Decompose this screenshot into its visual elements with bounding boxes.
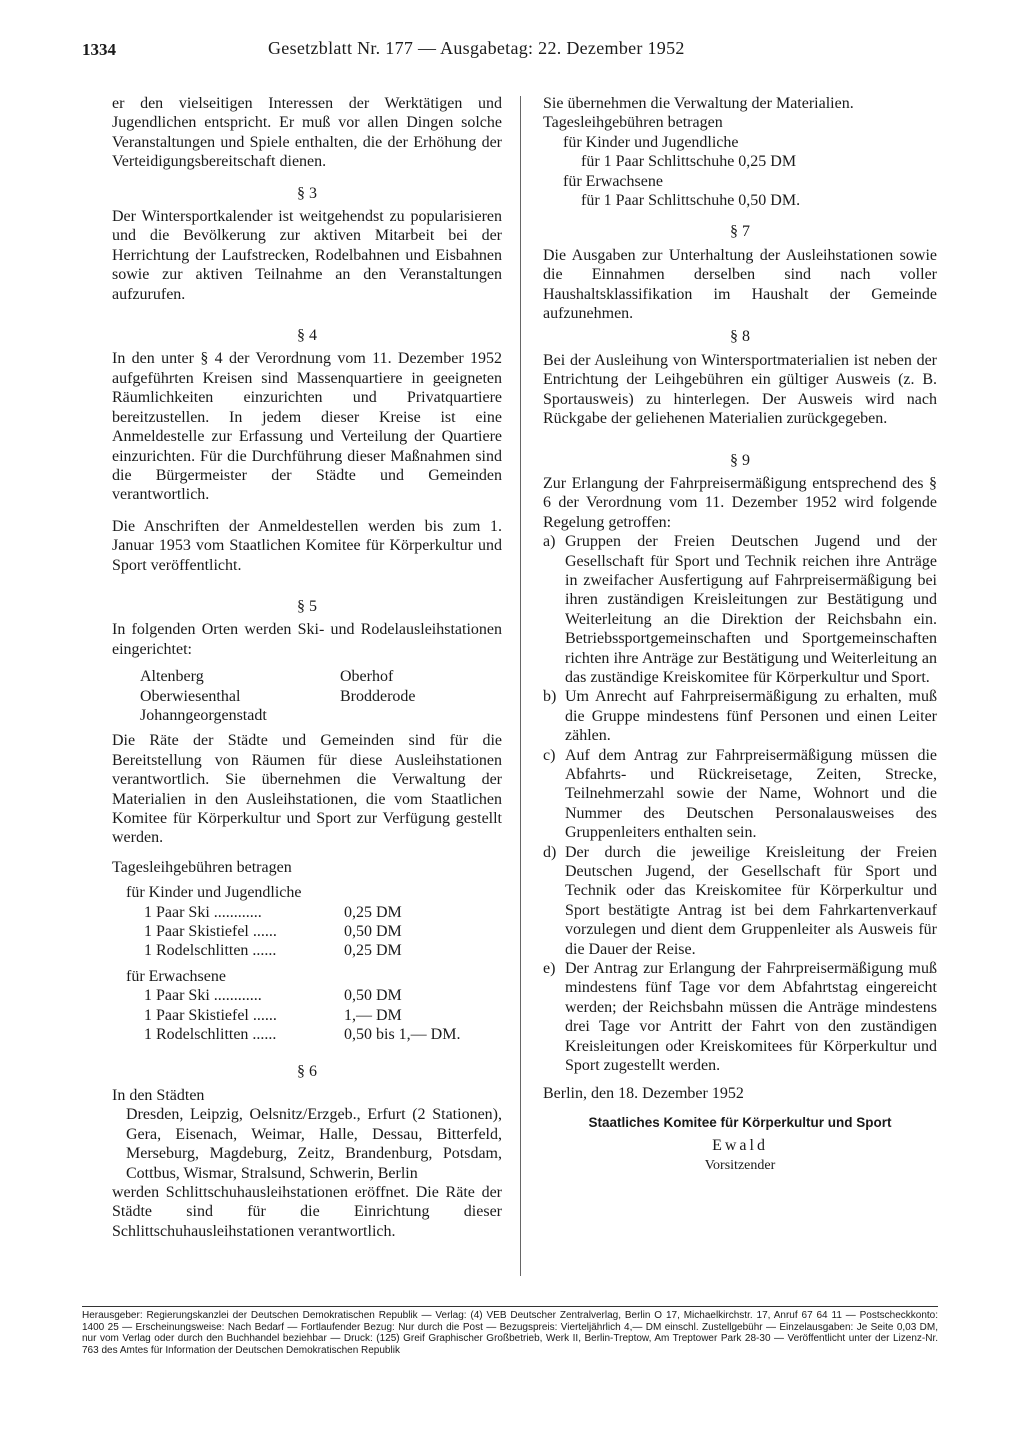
left-column [112, 94, 502, 1241]
section-7-heading: § 7 [730, 223, 750, 241]
skate-fees-children-label: für Kinder und Jugendliche [563, 133, 739, 151]
section-4-heading: § 4 [297, 327, 317, 345]
fees-title: Tagesleihgebühren betragen [112, 858, 292, 876]
fees-children-label: für Kinder und Jugendliche [126, 884, 302, 902]
fee-item: 1 Paar Skistiefel ...... [144, 923, 277, 941]
town-list [140, 667, 502, 725]
section-7-text: Die Ausgaben zur Unterhaltung der Ausleihstationen sowie die Einnahmen derselben sind nach voller Haushaltsklassifikation im Haushalt der Gemeinde aufzunehmen. [543, 246, 937, 323]
fee-row [144, 1006, 502, 1025]
list-item-label: b) [543, 688, 557, 706]
fee-item: 1 Rodelschlitten ...... [144, 1026, 277, 1044]
list-item-label: e) [543, 960, 556, 978]
fee-row [144, 903, 502, 922]
section-3-text: Der Wintersportkalender ist weitgehendst zu popularisieren und die Bevölkerung zur aktiven Mitarbeit bei der Herrichtung der Laufstrecken, Rodelbahnen und Eisbahnen sowie zur aktiven Teilnahme an den Veranstaltungen aufzurufen. [112, 208, 502, 303]
fee-amount: 0,25 DM [344, 942, 402, 960]
list-item-label: d) [543, 843, 557, 861]
section-6-cities: Dresden, Leipzig, Oelsnitz/Erzgeb., Erfurt (2 Stationen), Gera, Eisenach, Weimar, Halle, Dessau, Bitterfeld, Merseburg, Magdeburg, Zeitz, Brandenburg, Potsdam, Cottbus, Wismar, Stralsund, Schwerin, Berlin [126, 1106, 502, 1182]
list-item-text: Der Antrag zur Erlangung der Fahrpreisermäßigung muß mindestens fünf Tage vor dem Abfahrtstag eingereicht werden; der Reichsbahn müssen die Anträge mindestens drei Tage vor Antritt der Fahrt von den zuständigen Kreisleitungen oder Kreiskomitees für Körperkultur und Sport zugestellt werden. [565, 960, 937, 1075]
page-number: 1334 [82, 40, 116, 59]
town-item: Oberhof [340, 668, 394, 686]
fee-item: 1 Paar Ski ............ [144, 903, 262, 921]
fee-item: 1 Paar Skistiefel ...... [144, 1006, 277, 1024]
list-item-text: Gruppen der Freien Deutschen Jugend und der Gesellschaft für Sport und Technik reichen ihre Anträge in zweifacher Ausfertigung auf Fahrpreisermäßigung bei ihren zuständigen Kreisleitungen zur Bestätigung und Weiterleitung an die Direktion der Reichsbahn ein. Betriebssportgemeinschaften und Sportgemeinschaften richten ihre Anträge zur Bestätigung und Weiterleitung an das zuständige Kreiskomitee für Körperkultur und Sport. [565, 533, 937, 686]
town-item: Altenberg [140, 668, 204, 686]
fee-amount: 0,50 DM [344, 987, 402, 1005]
continuation-text: Sie übernehmen die Verwaltung der Materialien. [543, 95, 854, 112]
section-8-heading: § 8 [730, 328, 750, 346]
list-item-label: c) [543, 746, 556, 764]
list-item [543, 959, 937, 1075]
place-date: Berlin, den 18. Dezember 1952 [543, 1084, 744, 1102]
skate-fee-adults: für 1 Paar Schlittschuhe 0,50 DM. [581, 192, 801, 210]
list-item-label: a) [543, 533, 556, 551]
column-divider [520, 96, 521, 1276]
section-5-heading: § 5 [297, 597, 317, 615]
fees-children [126, 883, 502, 961]
section-6-intro: In den Städten [112, 1086, 205, 1104]
fee-amount: 0,50 DM [344, 923, 402, 941]
skate-fees [563, 133, 937, 211]
town-item [340, 706, 500, 725]
list-item [543, 746, 937, 843]
fee-row [144, 922, 502, 941]
imprint: Herausgeber: Regierungskanzlei der Deutschen Demokratischen Republik — Verlag: (4) VEB Deutscher Zentralverlag, Berlin O 17, Michaelkirchstr. 17, Anruf 67 64 11 — Postscheckkonto: 1400 25 — Erscheinungsweise: Nach Bedarf — Fortlaufender Bezug: Nur durch die Post — Bezugspreis: Vierteljährlich 4,— DM einschl. Zustellgebühr — Einzelausgaben: Je Seite 0,03 DM, nur vom Verlag oder durch den Buchhandel beziehbar — Druck: (125) Greif Graphischer Großbetrieb, Werk II, Berlin-Treptow, Am Treptower Park 28-30 — Veröffentlicht unter der Lizenz-Nr. 763 des Amtes für Information der Deutschen Demokratischen Republik [82, 1310, 938, 1356]
signature-organization: Staatliches Komitee für Körperkultur und Sport [588, 1114, 892, 1130]
fees-adults-label: für Erwachsene [126, 967, 226, 985]
fee-amount: 0,25 DM [344, 903, 402, 921]
section-9-heading: § 9 [730, 451, 750, 469]
section-6-heading: § 6 [297, 1063, 317, 1081]
fees-adults [126, 967, 502, 1045]
fee-amount: 0,50 bis 1,— DM. [344, 1026, 461, 1044]
section-9-text: Zur Erlangung der Fahrpreisermäßigung entsprechend des § 6 der Verordnung vom 11. Dezember 1952 wird folgende Regelung getroffen: [543, 474, 937, 531]
running-head: Gesetzblatt Nr. 177 — Ausgabetag: 22. Dezember 1952 [268, 38, 685, 58]
section-4-text-2: Die Anschriften der Anmeldestellen werden bis zum 1. Januar 1953 vom Staatlichen Komitee für Körperkultur und Sport veröffentlicht. [112, 517, 502, 574]
list-item-text: Auf dem Antrag zur Fahrpreisermäßigung müssen die Abfahrts- und Rückreisetage, Zeiten, Strecke, Teilnehmerzahl sowie der Name, Wohnort und die Nummer des Deutschen Personalausweises des Gruppenleiters enthalten sein. [565, 746, 937, 842]
list-item [543, 687, 937, 745]
intro-paragraph: er den vielseitigen Interessen der Werktätigen und Jugendlichen entspricht. Er muß vor allen Dingen solche Veranstaltungen und Spiele enthalten, die der Erhöhung der Verteidigungsbereitschaft dienen. [112, 95, 502, 171]
fee-amount: 1,— DM [344, 1006, 402, 1024]
fee-row [144, 1025, 502, 1044]
skate-fee-children: für 1 Paar Schlittschuhe 0,25 DM [581, 153, 797, 171]
signature-name: Ewald [712, 1137, 768, 1155]
fee-row [144, 941, 502, 960]
list-item-text: Um Anrecht auf Fahrpreisermäßigung zu erhalten, muß die Gruppe mindestens fünf Personen und einen Leiter zählen. [565, 688, 937, 745]
skate-fees-title: Tagesleihgebühren betragen [543, 114, 723, 132]
fee-item: 1 Rodelschlitten ...... [144, 942, 277, 960]
skate-fees-adults-label: für Erwachsene [563, 172, 663, 190]
section-5-text: In folgenden Orten werden Ski- und Rodelausleihstationen eingerichtet: [112, 621, 502, 658]
town-item: Johanngeorgenstadt [140, 706, 267, 724]
list-item [543, 843, 937, 959]
fee-item: 1 Paar Ski ............ [144, 987, 262, 1005]
section-6-text: werden Schlittschuhausleihstationen eröffnet. Die Räte der Städte sind für die Einrichtung dieser Schlittschuhausleihstationen verantwortlich. [112, 1183, 502, 1240]
fee-row [144, 986, 502, 1005]
list-item-text: Der durch die jeweilige Kreisleitung der Freien Deutschen Jugend, der Gesellschaft für Sport und Technik oder das Kreiskomitee für Körperkultur und Sport bestätigte Antrag ist bei dem Fahrkartenverkauf vorzulegen und dient dem Gruppenleiter als Ausweis für die Dauer der Reise. [565, 843, 937, 958]
town-item: Brodderode [340, 687, 416, 705]
signature-role: Vorsitzender [704, 1157, 776, 1173]
footer-rule [82, 1306, 938, 1307]
list-item [543, 532, 937, 687]
section-5-text-2: Die Räte der Städte und Gemeinden sind für die Bereitstellung von Räumen für diese Ausleihstationen verantwortlich. Sie übernehmen die Verwaltung der Materialien in den Ausleihstationen, die vom Staatlichen Komitee für Körperkultur und Sport zur Verfügung gestellt werden. [112, 732, 502, 847]
section-4-text: In den unter § 4 der Verordnung vom 11. Dezember 1952 aufgeführten Kreisen sind Massenquartiere in geeigneten Räumlichkeiten einzurichten und Privatquartiere bereitzustellen. In jedem dieser Kreise ist eine Anmeldestelle zur Erfassung und Verteilung der Quartiere einzurichten. Für die Durchführung dieser Maßnahmen sind die Bürgermeister der Städte und Gemeinden verantwortlich. [112, 350, 502, 504]
section-8-text: Bei der Ausleihung von Wintersportmaterialien ist neben der Entrichtung der Leihgebühren ein gültiger Ausweis (z. B. Sportausweis) zu hinterlegen. Der Ausweis wird nach Rückgabe der geliehenen Materialien zurückgegeben. [543, 351, 937, 428]
town-item: Oberwiesenthal [140, 687, 241, 705]
section-3-heading: § 3 [297, 184, 317, 202]
right-column [543, 94, 937, 1175]
